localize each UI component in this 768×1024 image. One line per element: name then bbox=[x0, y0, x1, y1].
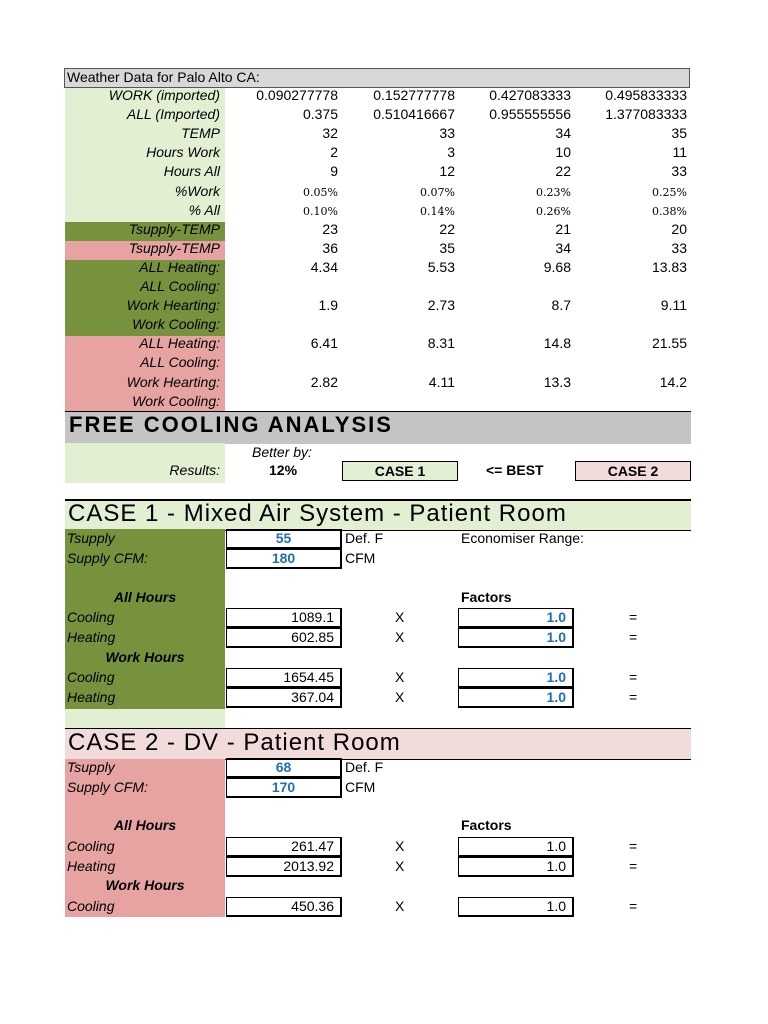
weather-cell: 22 bbox=[439, 220, 455, 237]
results-label: Results: bbox=[169, 462, 220, 478]
weather-cell: 33 bbox=[671, 163, 687, 180]
case1-equals-sign: = bbox=[629, 669, 638, 685]
weather-row-label: Tsupply-TEMP bbox=[128, 220, 220, 237]
case2-multiply-sign: X bbox=[395, 858, 405, 874]
case1-multiply-sign: X bbox=[395, 609, 405, 625]
case2-equals-sign: = bbox=[629, 858, 638, 874]
case1-factors: Factors bbox=[461, 589, 512, 605]
weather-cell: 9 bbox=[330, 163, 338, 180]
case1-tsupply-value: 55 bbox=[275, 530, 292, 546]
weather-cell: 9.68 bbox=[543, 258, 571, 275]
case2-row-label: Heating bbox=[67, 858, 116, 874]
weather-cell: 34 bbox=[555, 125, 571, 142]
economiser-range-label: Economiser Range: bbox=[461, 530, 584, 546]
case2-factor-input[interactable]: 1.0 bbox=[458, 897, 574, 917]
weather-cell: 6.41 bbox=[310, 335, 338, 352]
weather-cell: 2 bbox=[330, 144, 338, 161]
weather-cell: 0.427083333 bbox=[489, 87, 571, 103]
case1-label-bg-bottom bbox=[65, 709, 225, 729]
weather-cell: 21.55 bbox=[651, 335, 687, 352]
weather-cell: 0.375 bbox=[302, 106, 338, 123]
case1-value-input[interactable]: 1089.1 bbox=[226, 608, 342, 628]
weather-cell: 8.31 bbox=[427, 335, 455, 352]
case1-row-label: Heating bbox=[67, 629, 116, 645]
weather-cell: 22 bbox=[555, 163, 571, 180]
weather-row-label: Work Cooling: bbox=[132, 392, 220, 409]
case1-value-input[interactable]: 1654.45 bbox=[226, 668, 342, 688]
weather-cell: 0.955555556 bbox=[489, 106, 571, 123]
weather-row-label: ALL Cooling: bbox=[140, 354, 220, 371]
case1-multiply-sign: X bbox=[395, 629, 405, 645]
weather-cell: 23 bbox=[322, 220, 338, 237]
case1-tsupply-unit: Def. F bbox=[345, 530, 384, 546]
weather-cell: 33 bbox=[671, 239, 687, 256]
case2-tsupply-label: Tsupply bbox=[67, 759, 115, 775]
weather-row-label: ALL (Imported) bbox=[126, 106, 220, 123]
case2-multiply-sign: X bbox=[395, 838, 405, 854]
case2-tsupply-value: 68 bbox=[275, 759, 292, 775]
weather-cell: 33 bbox=[439, 125, 455, 142]
case1-value-input[interactable]: 367.04 bbox=[226, 688, 342, 708]
case2-equals-sign: = bbox=[629, 898, 638, 914]
weather-cell: 35 bbox=[671, 125, 687, 142]
case1-tsupply-label: Tsupply bbox=[67, 530, 115, 546]
case1-title: CASE 1 - Mixed Air System - Patient Room bbox=[68, 500, 567, 527]
weather-row-label: Work Cooling: bbox=[132, 316, 220, 333]
case2-factor-input[interactable]: 1.0 bbox=[458, 857, 574, 877]
case2-title: CASE 2 - DV - Patient Room bbox=[68, 729, 401, 756]
better-percent: 12% bbox=[269, 462, 298, 478]
case1-multiply-sign: X bbox=[395, 669, 405, 685]
weather-row-label: Hours Work bbox=[146, 144, 220, 161]
case1-multiply-sign: X bbox=[395, 689, 405, 705]
weather-cell: 2.73 bbox=[427, 297, 455, 314]
case1-factor-input[interactable]: 1.0 bbox=[458, 608, 574, 628]
case1-row-label: Cooling bbox=[67, 609, 115, 625]
case2-result-box bbox=[575, 461, 691, 481]
weather-cell: 1.377083333 bbox=[605, 106, 687, 123]
weather-cell: 2.82 bbox=[310, 373, 338, 390]
case2-value-input[interactable]: 2013.92 bbox=[226, 857, 342, 877]
better-by-label: Better by: bbox=[252, 444, 312, 460]
weather-cell: 0.05% bbox=[303, 185, 338, 199]
case1-result-label: CASE 1 bbox=[374, 463, 426, 479]
case2-multiply-sign: X bbox=[395, 898, 405, 914]
case2-cfm-input[interactable] bbox=[226, 778, 342, 798]
weather-row-label: % All bbox=[188, 201, 220, 218]
case2-all-hours: All Hours bbox=[113, 817, 177, 833]
case2-cfm-unit: CFM bbox=[345, 779, 376, 795]
case2-work-hours: Work Hours bbox=[105, 877, 185, 893]
weather-cell: 10 bbox=[555, 144, 571, 161]
case2-result-label: CASE 2 bbox=[607, 463, 659, 479]
case1-cfm-value: 180 bbox=[271, 550, 296, 566]
case1-cfm-unit: CFM bbox=[345, 550, 376, 566]
weather-cell: 0.495833333 bbox=[605, 87, 687, 103]
case2-cfm-value: 170 bbox=[271, 779, 296, 795]
weather-row-label: Work Hearting: bbox=[126, 373, 220, 390]
weather-row-label: ALL Cooling: bbox=[140, 278, 220, 294]
weather-cell: 0.152777778 bbox=[373, 87, 455, 103]
weather-cell: 21 bbox=[555, 220, 571, 237]
weather-cell: 0.10% bbox=[303, 204, 338, 218]
weather-row-label: Hours All bbox=[163, 163, 220, 180]
case1-factor-input[interactable]: 1.0 bbox=[458, 628, 574, 648]
case2-tsupply-input[interactable] bbox=[226, 758, 342, 778]
case1-equals-sign: = bbox=[629, 609, 638, 625]
weather-cell: 0.07% bbox=[420, 185, 455, 199]
weather-cell: 9.11 bbox=[660, 297, 687, 314]
case1-all-hours: All Hours bbox=[113, 589, 177, 605]
weather-cell: 12 bbox=[439, 163, 455, 180]
weather-title: Weather Data for Palo Alto CA: bbox=[67, 69, 260, 85]
case2-value-input[interactable]: 261.47 bbox=[226, 837, 342, 857]
weather-cell: 5.53 bbox=[427, 258, 455, 275]
weather-cell: 1.9 bbox=[318, 297, 338, 314]
case2-tsupply-unit: Def. F bbox=[345, 759, 384, 775]
weather-row-label: ALL Heating: bbox=[139, 335, 220, 352]
weather-cell: 0.26% bbox=[536, 204, 571, 218]
weather-row-label: ALL Heating: bbox=[139, 258, 220, 275]
weather-cell: 0.23% bbox=[536, 185, 571, 199]
case1-equals-sign: = bbox=[629, 689, 638, 705]
weather-cell: 14.2 bbox=[659, 373, 687, 390]
weather-row-label: %Work bbox=[174, 182, 220, 199]
weather-cell: 8.7 bbox=[551, 297, 571, 314]
weather-cell: 3 bbox=[447, 144, 455, 161]
weather-row-label: Tsupply-TEMP bbox=[128, 239, 220, 256]
case2-value-input[interactable]: 450.36 bbox=[226, 897, 342, 917]
best-indicator: <= BEST bbox=[486, 462, 544, 478]
weather-cell: 35 bbox=[439, 239, 455, 256]
weather-cell: 0.14% bbox=[420, 204, 455, 218]
weather-cell: 0.090277778 bbox=[256, 87, 338, 103]
case2-factors: Factors bbox=[461, 817, 512, 833]
case1-factor-input[interactable]: 1.0 bbox=[458, 668, 574, 688]
case1-tsupply-input[interactable] bbox=[226, 529, 342, 549]
weather-cell: 36 bbox=[322, 239, 338, 256]
weather-cell: 13.83 bbox=[651, 258, 687, 275]
case1-cfm-label: Supply CFM: bbox=[67, 550, 148, 566]
case1-equals-sign: = bbox=[629, 629, 638, 645]
weather-cell: 4.34 bbox=[310, 258, 338, 275]
weather-cell: 13.3 bbox=[543, 373, 571, 390]
weather-cell: 20 bbox=[671, 220, 687, 237]
weather-cell: 34 bbox=[555, 239, 571, 256]
weather-cell: 32 bbox=[322, 125, 338, 142]
case2-cfm-label: Supply CFM: bbox=[67, 779, 148, 795]
weather-cell: 4.11 bbox=[428, 373, 455, 390]
weather-cell: 0.510416667 bbox=[373, 106, 455, 123]
case1-row-label: Cooling bbox=[67, 669, 115, 685]
case2-equals-sign: = bbox=[629, 838, 638, 854]
analysis-title: FREE COOLING ANALYSIS bbox=[69, 412, 393, 437]
weather-row-label: WORK (imported) bbox=[108, 87, 220, 103]
case2-row-label: Cooling bbox=[67, 838, 115, 854]
case2-row-label: Cooling bbox=[67, 898, 115, 914]
case1-factor-input[interactable]: 1.0 bbox=[458, 688, 574, 708]
case1-row-label: Heating bbox=[67, 689, 116, 705]
weather-row-label: Work Hearting: bbox=[126, 297, 220, 314]
weather-cell: 0.25% bbox=[652, 185, 687, 199]
weather-cell: 11 bbox=[672, 144, 687, 161]
case1-cfm-input[interactable] bbox=[226, 549, 342, 569]
case2-factor-input[interactable]: 1.0 bbox=[458, 837, 574, 857]
case1-value-input[interactable]: 602.85 bbox=[226, 628, 342, 648]
weather-row-label: TEMP bbox=[181, 125, 220, 142]
weather-cell: 0.38% bbox=[652, 204, 687, 218]
weather-cell: 14.8 bbox=[543, 335, 571, 352]
case1-result-box bbox=[342, 461, 458, 481]
case1-work-hours: Work Hours bbox=[105, 649, 185, 665]
